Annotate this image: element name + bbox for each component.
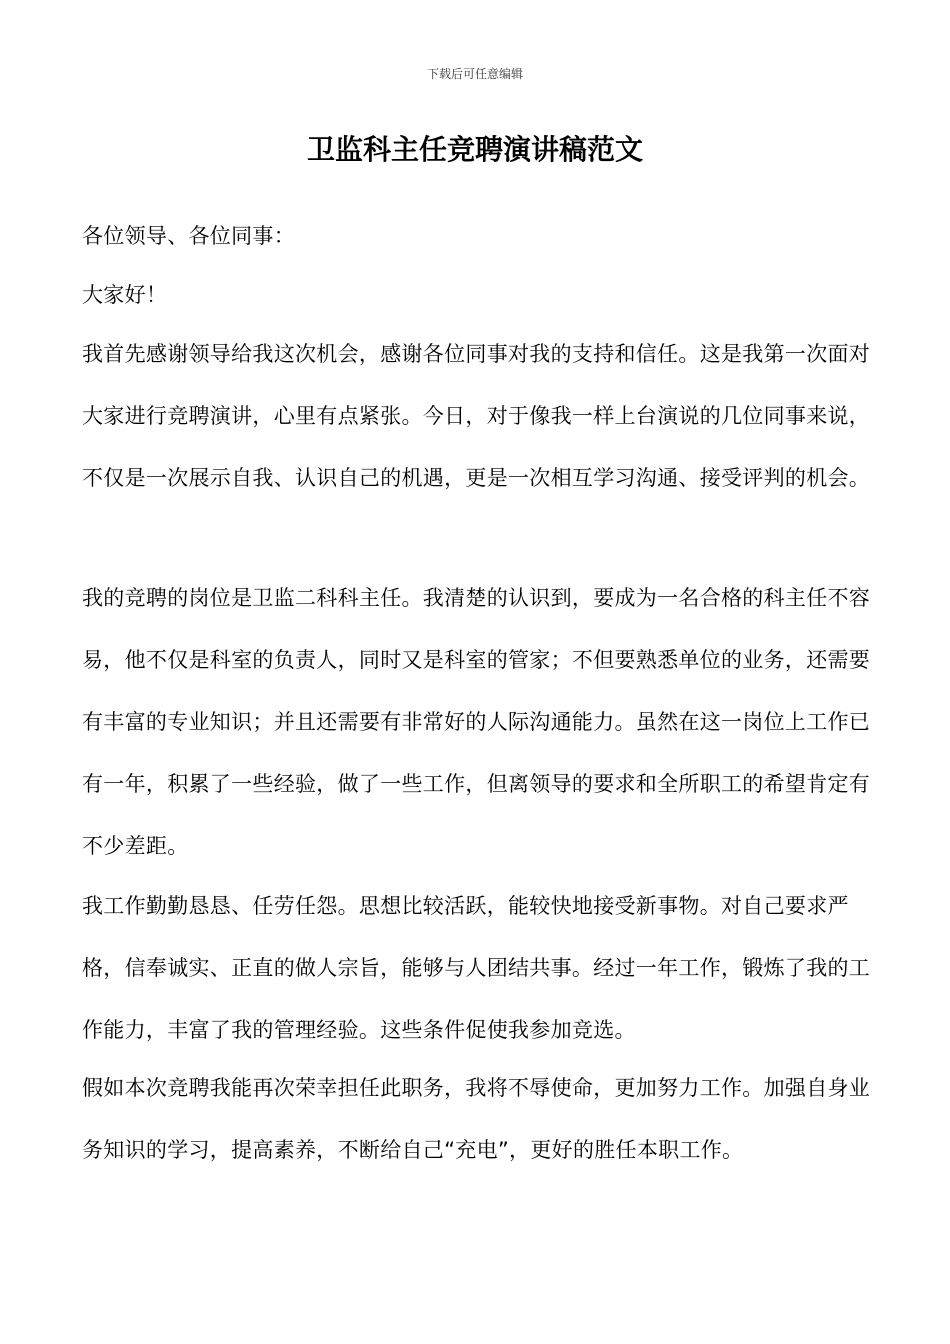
salutation: 各位领导、各位同事： [82,224,295,248]
paragraph-position: 我的竞聘的岗位是卫监二科科主任。我清楚的认识到，要成为一名合格的科主任不容易，他不仅是科室的负责人，同时又是科室的管家；不但要熟悉单位的业务，还需要有丰富的专业知识；并且还需要有非常好的人际沟通能力。虽然在这一岗位上工作已有一年，积累了一些经验，做了一些工作，但离领导的要求和全所职工的希望肯定有不少差距。 [82,586,871,858]
paragraph-commitment: 假如本次竞聘我能再次荣幸担任此职务，我将不辱使命，更加努力工作。加强自身业务知识的学习，提高素养，不断给自己“充电”，更好的胜任本职工作。 [82,1076,871,1162]
paragraph-qualities: 我工作勤勤恳恳、任劳任怨。思想比较活跃，能较快地接受新事物。对自己要求严格，信奉诚实、正直的做人宗旨，能够与人团结共事。经过一年工作，锻炼了我的工作能力，丰富了我的管理经验。这些条件促使我参加竞选。 [82,894,871,1042]
document-title: 卫监科主任竞聘演讲稿范文 [306,133,643,166]
paragraph-thanks: 我首先感谢领导给我这次机会，感谢各位同事对我的支持和信任。这是我第一次面对大家进行竞聘演讲，心里有点紧张。今日，对于像我一样上台演说的几位同事来说，不仅是一次展示自我、认识自己的机遇，更是一次相互学习沟通、接受评判的机会。 [82,342,871,490]
header-note: 下载后可任意编辑 [426,67,523,81]
greeting: 大家好！ [82,283,168,307]
